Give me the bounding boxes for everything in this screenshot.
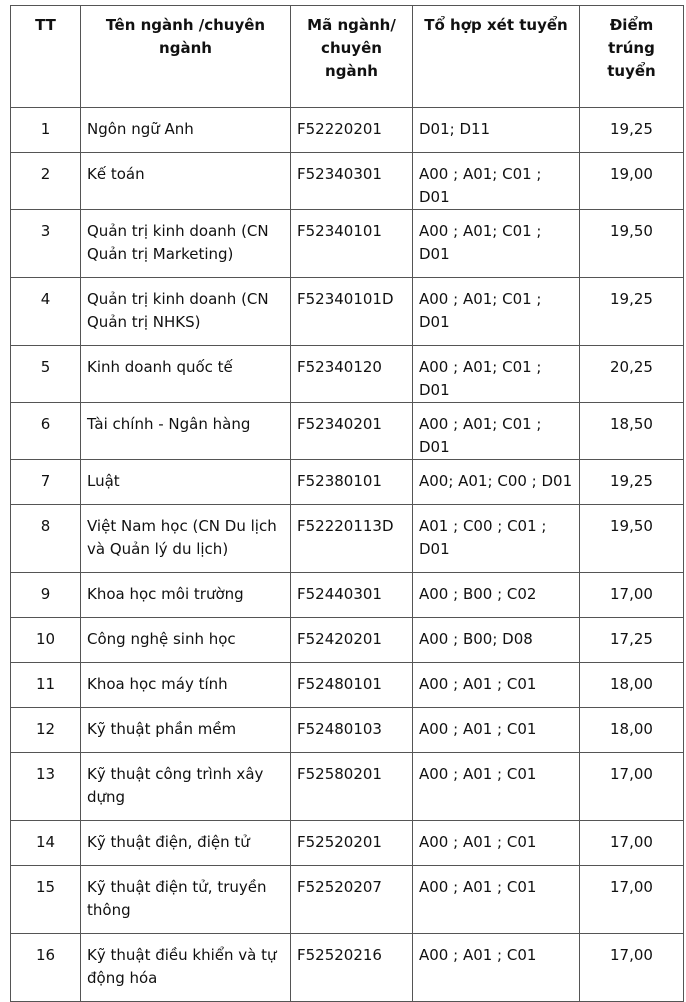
header-name: Tên ngành /chuyên ngành: [81, 6, 291, 108]
cell-code: F52380101: [291, 460, 413, 505]
table-row: [11, 708, 684, 753]
cell-score: 17,00: [580, 753, 684, 821]
cell-combo: A00 ; A01; C01 ; D01: [413, 153, 580, 210]
cell-score: 17,25: [580, 618, 684, 663]
cell-tt: 6: [11, 403, 81, 460]
cell-name: Kỹ thuật điện, điện tử: [81, 821, 291, 866]
cell-code: F52580201: [291, 753, 413, 821]
cell-combo: A00 ; A01 ; C01: [413, 934, 580, 1002]
cell-tt: 11: [11, 663, 81, 708]
cell-name: Kế toán: [81, 153, 291, 210]
cell-score: 20,25: [580, 346, 684, 403]
cell-tt: 2: [11, 153, 81, 210]
cell-tt: 14: [11, 821, 81, 866]
cell-combo: A00 ; B00 ; C02: [413, 573, 580, 618]
cell-tt: 9: [11, 573, 81, 618]
cell-combo: A01 ; C00 ; C01 ; D01: [413, 505, 580, 573]
table-row: [11, 866, 684, 934]
cell-name: Công nghệ sinh học: [81, 618, 291, 663]
cell-tt: 15: [11, 866, 81, 934]
table-row: [11, 618, 684, 663]
table-header-row: [11, 6, 684, 108]
cell-code: F52340101D: [291, 278, 413, 346]
table-row: [11, 505, 684, 573]
table-row: [11, 153, 684, 210]
cell-name: Quản trị kinh doanh (CN Quản trị NHKS): [81, 278, 291, 346]
cell-tt: 3: [11, 210, 81, 278]
cell-name: Việt Nam học (CN Du lịch và Quản lý du lịch): [81, 505, 291, 573]
cell-score: 19,25: [580, 460, 684, 505]
cell-name: Tài chính - Ngân hàng: [81, 403, 291, 460]
cell-name: Khoa học máy tính: [81, 663, 291, 708]
cell-score: 18,00: [580, 708, 684, 753]
cell-code: F52520201: [291, 821, 413, 866]
cell-score: 19,50: [580, 505, 684, 573]
cell-combo: A00 ; A01 ; C01: [413, 708, 580, 753]
cell-code: F52340201: [291, 403, 413, 460]
cell-tt: 4: [11, 278, 81, 346]
cell-code: F52520216: [291, 934, 413, 1002]
cell-combo: A00 ; A01 ; C01: [413, 663, 580, 708]
table-row: [11, 460, 684, 505]
cell-score: 19,25: [580, 108, 684, 153]
cell-combo: A00 ; A01; C01 ; D01: [413, 278, 580, 346]
cell-score: 18,50: [580, 403, 684, 460]
header-tt: TT: [11, 6, 81, 108]
cell-name: Khoa học môi trường: [81, 573, 291, 618]
cell-code: F52340301: [291, 153, 413, 210]
table-row: [11, 210, 684, 278]
cell-code: F52340101: [291, 210, 413, 278]
header-code: Mã ngành/ chuyên ngành: [291, 6, 413, 108]
cell-combo: A00 ; A01 ; C01: [413, 866, 580, 934]
cell-code: F52220201: [291, 108, 413, 153]
cell-tt: 10: [11, 618, 81, 663]
cell-tt: 13: [11, 753, 81, 821]
cell-tt: 1: [11, 108, 81, 153]
cell-tt: 5: [11, 346, 81, 403]
cell-code: F52520207: [291, 866, 413, 934]
cell-combo: A00 ; A01; C01 ; D01: [413, 210, 580, 278]
cell-name: Kinh doanh quốc tế: [81, 346, 291, 403]
cell-name: Kỹ thuật điều khiển và tự động hóa: [81, 934, 291, 1002]
table-row: [11, 573, 684, 618]
cell-score: 17,00: [580, 821, 684, 866]
cell-name: Kỹ thuật công trình xây dựng: [81, 753, 291, 821]
cell-score: 17,00: [580, 934, 684, 1002]
cell-combo: A00 ; A01; C01 ; D01: [413, 346, 580, 403]
cell-combo: A00 ; A01 ; C01: [413, 821, 580, 866]
table-row: [11, 346, 684, 403]
cell-score: 19,25: [580, 278, 684, 346]
cell-combo: D01; D11: [413, 108, 580, 153]
cell-tt: 8: [11, 505, 81, 573]
table-row: [11, 934, 684, 1002]
cell-code: F52340120: [291, 346, 413, 403]
cell-combo: A00; A01; C00 ; D01: [413, 460, 580, 505]
table-row: [11, 663, 684, 708]
cell-tt: 7: [11, 460, 81, 505]
cell-score: 18,00: [580, 663, 684, 708]
table-row: [11, 403, 684, 460]
table-row: [11, 108, 684, 153]
cell-code: F52420201: [291, 618, 413, 663]
cell-name: Kỹ thuật phần mềm: [81, 708, 291, 753]
table-row: [11, 753, 684, 821]
header-combo: Tổ hợp xét tuyển: [413, 6, 580, 108]
admissions-table: [10, 5, 684, 1002]
cell-score: 17,00: [580, 573, 684, 618]
cell-score: 19,00: [580, 153, 684, 210]
cell-combo: A00 ; A01 ; C01: [413, 753, 580, 821]
cell-tt: 12: [11, 708, 81, 753]
cell-score: 19,50: [580, 210, 684, 278]
cell-name: Quản trị kinh doanh (CN Quản trị Marketing): [81, 210, 291, 278]
cell-score: 17,00: [580, 866, 684, 934]
cell-name: Ngôn ngữ Anh: [81, 108, 291, 153]
cell-combo: A00 ; B00; D08: [413, 618, 580, 663]
table-row: [11, 821, 684, 866]
cell-code: F52480103: [291, 708, 413, 753]
cell-code: F52480101: [291, 663, 413, 708]
cell-tt: 16: [11, 934, 81, 1002]
cell-name: Kỹ thuật điện tử, truyền thông: [81, 866, 291, 934]
header-score: Điểm trúng tuyển: [580, 6, 684, 108]
cell-code: F52440301: [291, 573, 413, 618]
table-row: [11, 278, 684, 346]
cell-combo: A00 ; A01; C01 ; D01: [413, 403, 580, 460]
cell-code: F52220113D: [291, 505, 413, 573]
cell-name: Luật: [81, 460, 291, 505]
